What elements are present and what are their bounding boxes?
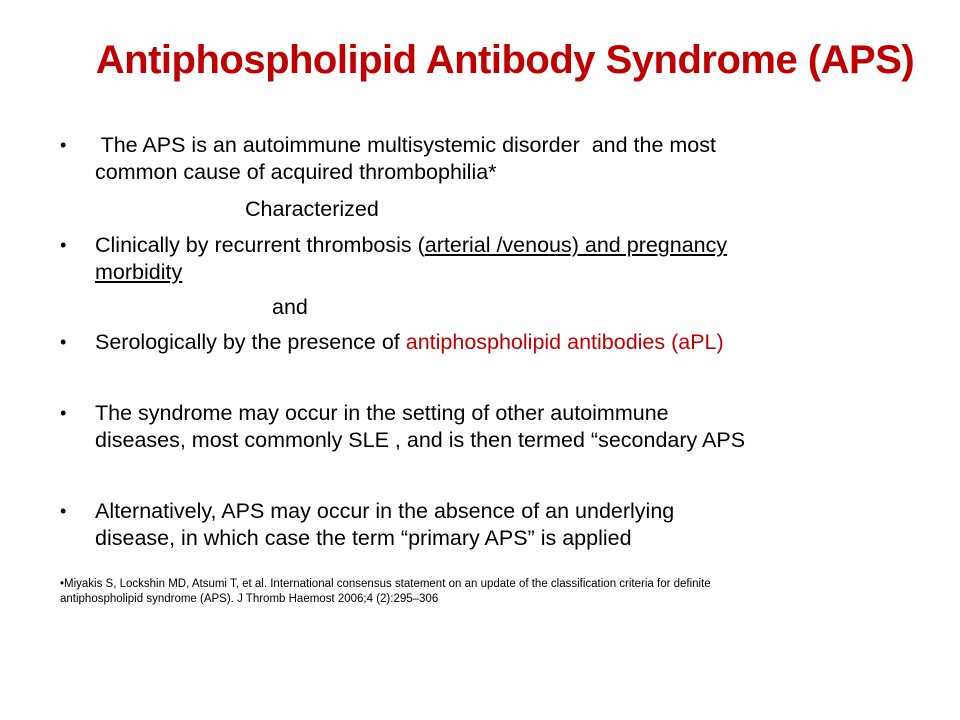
bullet-icon: • xyxy=(60,403,67,423)
bullet-line xyxy=(95,232,915,259)
footnote-line: antiphospholipid syndrome (APS). J Thromb Haemost 2006;4 (2):295–306 xyxy=(60,593,439,605)
footnote-line: •Miyakis S, Lockshin MD, Atsumi T, et al. International consensus statement on an update of the classification criteria for definite xyxy=(60,578,711,590)
bullet-icon: • xyxy=(60,332,67,352)
clinical-underlined-cont: morbidity xyxy=(95,260,183,284)
bullet-text xyxy=(95,498,915,552)
bullet-line: The APS is an autoimmune multisystemic disorder and the most xyxy=(95,133,716,157)
serological-prefix: Serologically by the presence of xyxy=(95,330,406,354)
bullet-icon: • xyxy=(60,501,67,521)
bullet-text xyxy=(95,232,915,286)
footnote-reference xyxy=(60,577,910,607)
apl-highlight: antiphospholipid antibodies (aPL) xyxy=(405,330,724,354)
bullet-line: Alternatively, APS may occur in the absence of an underlying xyxy=(95,499,675,523)
bullet-line: common cause of acquired thrombophilia* xyxy=(95,160,497,184)
connector-characterized: Characterized xyxy=(245,197,379,221)
bullet-text xyxy=(95,329,915,356)
connector-and: and xyxy=(272,295,308,319)
bullet-text xyxy=(95,400,915,454)
bullet-icon: • xyxy=(60,235,67,255)
bullet-line: The syndrome may occur in the setting of other autoimmune xyxy=(95,401,669,425)
clinical-underlined: arterial /venous) and pregnancy xyxy=(424,233,728,257)
slide-title: Antiphospholipid Antibody Syndrome (APS) xyxy=(95,38,915,82)
bullet-line: disease, in which case the term “primary APS” is applied xyxy=(95,526,632,550)
clinical-prefix: Clinically by recurrent thrombosis ( xyxy=(95,233,425,257)
bullet-text xyxy=(95,132,915,186)
bullet-line: diseases, most commonly SLE , and is then termed “secondary APS xyxy=(95,428,746,452)
bullet-icon: • xyxy=(60,135,67,155)
